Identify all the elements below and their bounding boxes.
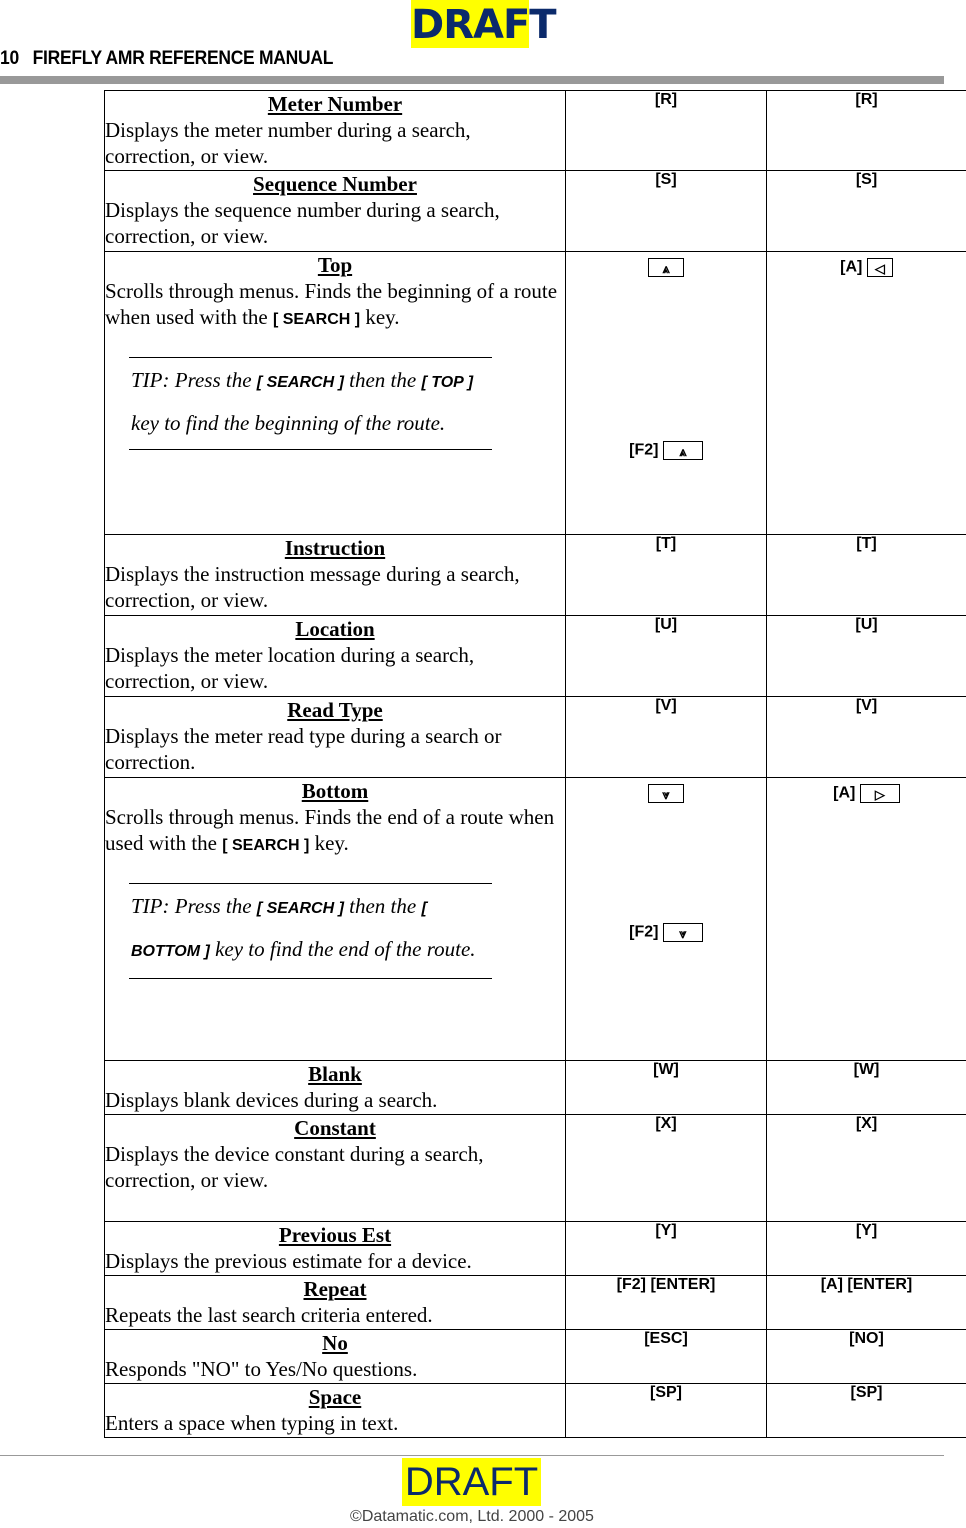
row-description [105,1384,566,1438]
row-text: Displays the instruction message during a search, correction, or view. [105,562,520,612]
key-col2: [A] [ENTER] [767,1276,966,1330]
row-description [105,1330,566,1384]
page-header [0,48,333,70]
key-col2: [T] [767,535,966,616]
row-title: Blank [308,1062,362,1086]
key-col1: [W] [566,1061,767,1115]
key-col2 [767,252,966,535]
key-col1 [566,778,767,1061]
table-row [105,616,966,697]
key-col2: [S] [767,171,966,252]
header-divider [0,76,944,84]
page-number: 10 [0,48,19,69]
up-arrow-key-icon: ⩓ [648,258,684,277]
table-row [105,1330,966,1384]
row-description [105,1115,566,1222]
row-description [105,1222,566,1276]
row-description [105,171,566,252]
row-title: Top [317,253,353,277]
draft-watermark-bottom: DRAFT [402,1458,541,1506]
copyright-text: ©Datamatic.com, Ltd. 2000 - 2005 [350,1508,594,1525]
key-reference-table [104,90,966,1438]
row-title: No [322,1331,348,1355]
key-col2: [R] [767,91,966,171]
table-row [105,778,966,1061]
key-col1 [566,252,767,535]
key-col1: [SP] [566,1384,767,1438]
row-text: Displays the previous estimate for a device. [105,1249,472,1273]
left-arrow-key-icon: ◁ [867,258,893,277]
row-text: Repeats the last search criteria entered. [105,1303,433,1327]
key-col1: [R] [566,91,767,171]
table-row [105,1061,966,1115]
key-col1: [F2] [ENTER] [566,1276,767,1330]
key-col2: [X] [767,1115,966,1222]
key-col1: [S] [566,171,767,252]
key-col1: [T] [566,535,767,616]
row-title: Previous Est [278,1223,392,1247]
key-col2: [U] [767,616,966,697]
key-col1: [V] [566,697,767,778]
down-arrow-key-icon: ⩔ [663,923,703,942]
row-text: Scrolls through menus. Finds the end of a route when used with the [ SEARCH ] key. [105,805,555,855]
row-description [105,91,566,171]
key-col1: [X] [566,1115,767,1222]
table-row [105,535,966,616]
key-col2: [V] [767,697,966,778]
key-col1: [Y] [566,1222,767,1276]
manual-title: FIREFLY AMR REFERENCE MANUAL [32,48,334,69]
tip-box: TIP: Press the [ SEARCH ] then the [ TOP ] key to find the beginning of the route. [129,357,492,450]
table-row [105,171,966,252]
f2-label: [F2] [629,923,659,941]
row-text: Displays the meter read type during a search or correction. [105,724,502,774]
key-col1: [U] [566,616,767,697]
row-title: Meter Number [267,92,403,116]
right-arrow-key-icon: ▷ [860,784,900,803]
row-description [105,697,566,778]
row-text: Displays the device constant during a search, correction, or view. [105,1142,484,1192]
footer-divider [0,1455,944,1456]
key-col1: [ESC] [566,1330,767,1384]
a-label: [A] [840,258,863,276]
table-row [105,1222,966,1276]
key-col2: [Y] [767,1222,966,1276]
row-title: Location [295,617,375,641]
a-label: [A] [833,784,856,802]
key-col2: [W] [767,1061,966,1115]
row-description [105,778,566,1061]
row-title: Bottom [301,779,369,803]
row-description [105,1061,566,1115]
row-description [105,1276,566,1330]
row-title: Sequence Number [253,172,417,196]
table-row [105,91,966,171]
key-col2 [767,778,966,1061]
row-text: Enters a space when typing in text. [105,1411,399,1435]
row-text: Displays blank devices during a search. [105,1088,438,1112]
row-description [105,616,566,697]
row-text: Displays the sequence number during a search, correction, or view. [105,198,500,248]
row-text: Responds "NO" to Yes/No questions. [105,1357,418,1381]
up-arrow-key-icon: ⩓ [663,441,703,460]
down-arrow-key-icon: ⩔ [648,784,684,803]
table-row [105,697,966,778]
row-text: Displays the meter number during a search, correction, or view. [105,118,471,168]
row-title: Instruction [284,536,386,560]
tip-box: TIP: Press the [ SEARCH ] then the [ BOTTOM ] key to find the end of the route. [129,883,492,979]
f2-label: [F2] [629,441,659,459]
table-row [105,252,966,535]
row-text: Displays the meter location during a search, correction, or view. [105,643,475,693]
table-row [105,1276,966,1330]
row-text: Scrolls through menus. Finds the beginning of a route when used with the [ SEARCH ] key. [105,279,558,329]
row-title: Repeat [303,1277,367,1301]
row-title: Read Type [287,698,383,722]
row-title: Constant [294,1116,376,1140]
table-row [105,1115,966,1222]
row-description [105,535,566,616]
key-col2: [NO] [767,1330,966,1384]
draft-watermark-top: DRAFT [411,2,556,48]
key-col2: [SP] [767,1384,966,1438]
search-key-ref: [ SEARCH ] [222,837,310,854]
row-title: Space [308,1385,362,1409]
row-description [105,252,566,535]
search-key-ref: [ SEARCH ] [272,311,361,328]
table-row [105,1384,966,1438]
